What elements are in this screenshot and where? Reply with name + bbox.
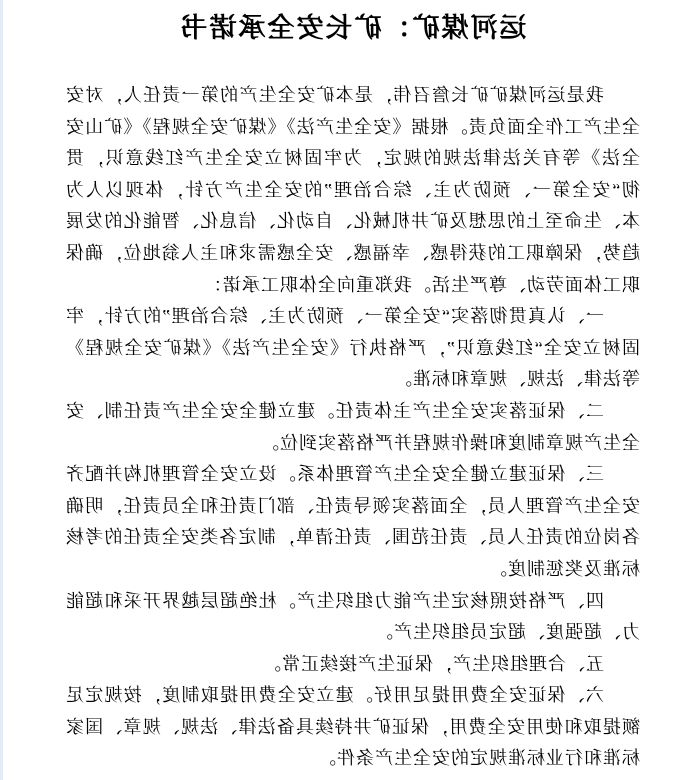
paragraph-item-1: 一、认真贯彻落实“安全第一、预防为主、综合治理”的方针，牢固树立安全“红线意识”，严格执行《安全生产法》《煤矿安全规程》等法律、法规、规章和标准。	[65, 306, 640, 390]
paragraph-item-3: 三、保证建立健全安全生产管理体系。设立安全管理机构并配齐安全生产管理人员，全面落实领导责任、部门责任和全员责任，明确各岗位的责任人员、责任范围、责任清单，制定各类安全责任的考核标准及奖惩制度。	[65, 464, 640, 579]
document-title: 运河煤矿：矿长安全承诺书	[178, 13, 527, 43]
paragraph-item-6: 六、保证安全费用提足用好。建立安全费用提取制度，按规定足额提取和使用安全费用，保证矿井持续具备法律、法规、规章、国家标准和行业标准规定的安全生产条件。	[65, 685, 640, 769]
page-left-edge-strip	[0, 0, 3, 780]
paragraph-item-2: 二、保证落实安全生产主体责任。建立健全安全生产责任制、安全生产规章制度和操作规程并严格落实到位。	[65, 400, 640, 453]
document-body	[65, 80, 640, 775]
paragraph-intro: 我是运河煤矿矿长詹召伟，是本矿安全生产的第一责任人，对安全生产工作全面负责。根据《安全生产法》《煤矿安全规程》《矿山安全法》等有关法律法规的规定，为牢固树立安全生产红线意识，贯彻“安全第一、预防为主、综合治理”的安全生产方针，体现以人为本、生命至上的思想及矿井机械化、自动化、信息化、智能化的发展趋势，保障职工的获得感、幸福感、安全感需求和主人翁地位，确保职工体面劳动、尊严生活。我郑重向全体职工承诺：	[65, 85, 640, 295]
paragraph-item-4: 四、严格按照核定生产能力组织生产。杜绝超层越界开采和超能力、超强度、超定员组织生产。	[65, 590, 640, 643]
paragraph-item-5: 五、合理组织生产，保证生产接续正常。	[262, 653, 604, 674]
